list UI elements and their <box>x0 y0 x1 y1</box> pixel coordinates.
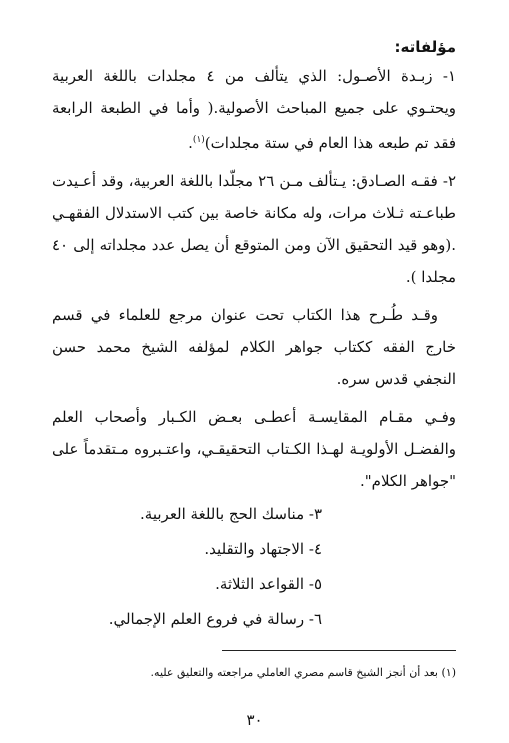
list-item: ٣- مناسك الحج باللغة العربية. <box>140 505 322 523</box>
item-1-text: ١- زبـدة الأصـول: الذي يتألف من ٤ مجلدات باللغة العربية ويحتـوي على جميع المباحث الأصولية.( وأما في الطبعة الرابعة فقد تم طبعه هذا العام في ستة مجلدات) <box>52 67 457 152</box>
list-item: ٥- القواعد الثلاثة. <box>215 575 322 593</box>
page-number: ٣٠ <box>246 711 263 729</box>
item-1: ١- زبـدة الأصـول: الذي يتألف من ٤ مجلدات باللغة العربية ويحتـوي على جميع المباحث الأصولية.( وأما في الطبعة الرابعة فقد تم طبعه هذا العام في ستة مجلدات)$^{(١)}$. <box>52 67 457 152</box>
item-2: ٢- فقـه الصـادق: يـتألف مـن ٢٦ مجلّدا باللغة العربية، وقد أعـيدت طباعـته ثـلاث مرات، وله مكانة خاصة بين كتب الاستدلال الفقهـي .(وهو قيد التحقيق الآن ومن المتوقع أن يصل عدد مجلداته إلى ٤٠ مجلدا ). <box>52 172 457 286</box>
list-item: ٤- الاجتهاد والتقليد. <box>204 540 322 558</box>
footnote: (١) بعد أن أنجز الشيخ قاسم مصري العاملي مراجعته والتعليق عليه. <box>150 666 456 679</box>
footnote-marker: (١) <box>192 135 205 145</box>
section-heading: مؤلفاته: <box>394 38 456 56</box>
paragraph-2: وفـي مقـام المقايسـة أعطـى بعـض الكـبار وأصحاب العلم والفضـل الأولويـة لهـذا الكـتاب التحقيقـي، واعتـبروه مـتقدماً على "جواهر الكلام". <box>52 408 456 490</box>
list-item: ٦- رسالة في فروع العلم الإجمالي. <box>108 610 322 628</box>
works-list <box>52 497 456 637</box>
footnote-divider <box>222 650 456 651</box>
page-body <box>52 28 456 728</box>
paragraph-1: وقـد طُـرح هذا الكتاب تحت عنوان مرجع للعلماء في قسم خارج الفقه ككتاب جواهر الكلام لمؤلفه الشيخ محمد حسن النجفي قدس سره. <box>52 306 456 388</box>
